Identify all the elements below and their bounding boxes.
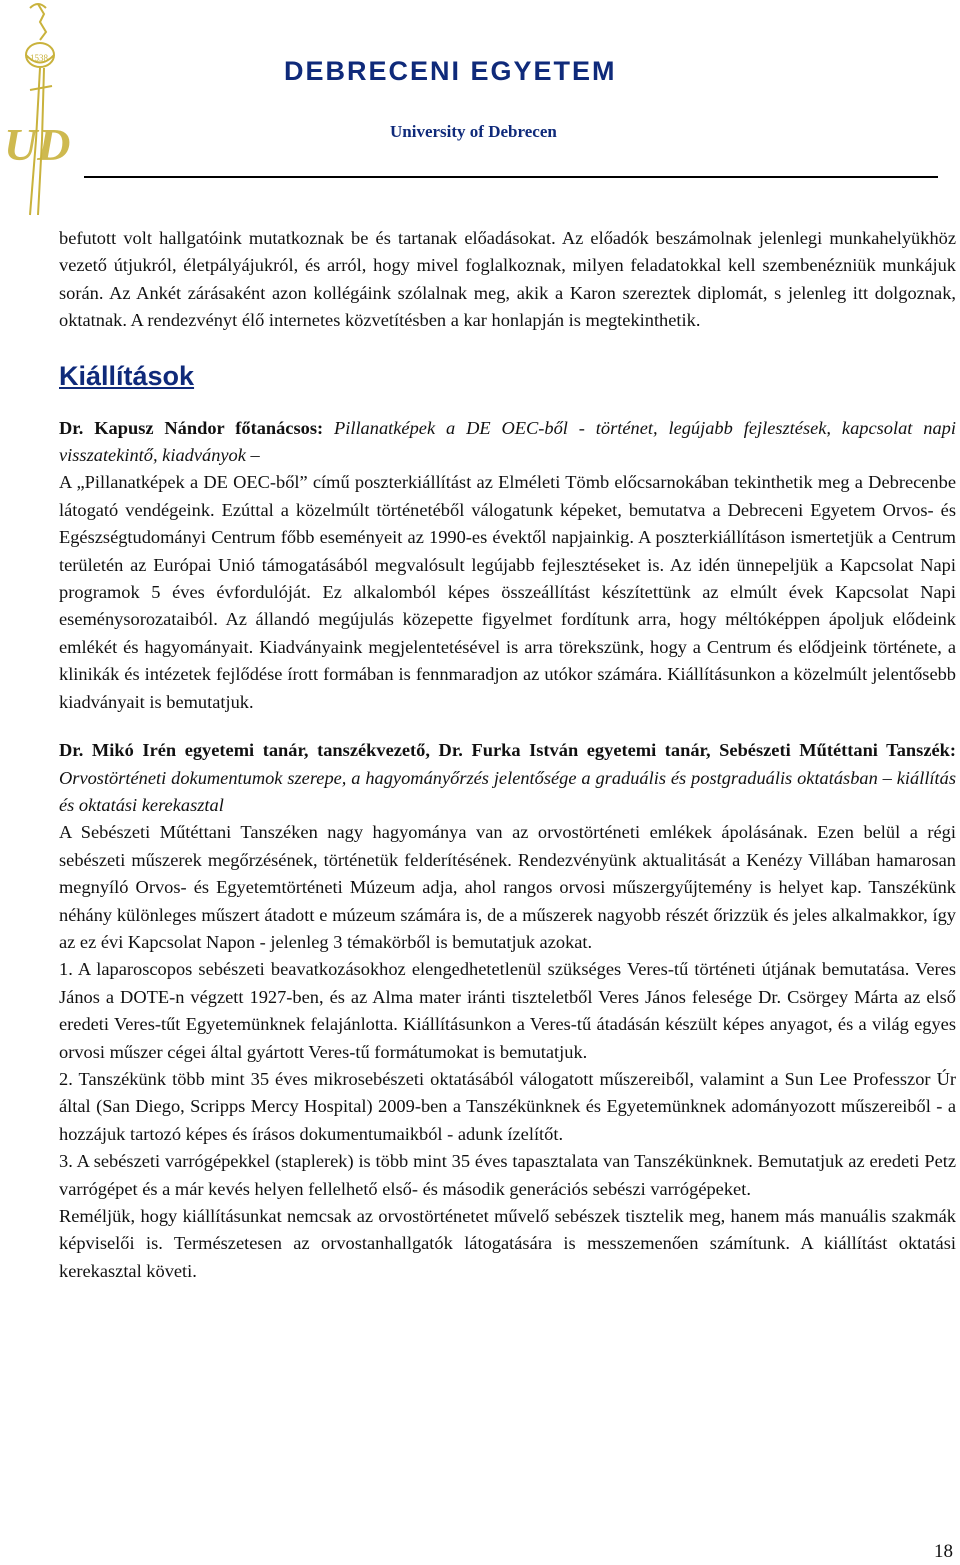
exhibit2-item-2: 2. Tanszékünk több mint 35 éves mikrosebészeti oktatásából válogatott műszereiből, valamint a Sun Lee Professzor Úr által (San Diego, Scripps Mercy Hospital) 2009-ben a Tanszékünknek és Egyetemünknek adományozott műszereiből - a hozzájuk tartozó képes és írásos dokumentumaikból - adunk ízelítőt. xyxy=(59,1068,956,1144)
university-title: DEBRECENI EGYETEM xyxy=(284,56,617,86)
exhibit2-item-1: 1. A laparoscopos sebészeti beavatkozásokhoz elengedhetetlenül szükséges Veres-tű történeti útjának bemutatása. Veres János a DOTE-n végzett 1927-ben, és az Alma mater iránti tiszteletből Veres János felesége Dr. Csörgey Márta az első eredeti Veres-tűt Egyetemünknek felajánlotta. Kiállításunkon a Veres-tű átadásán készült képes anyagot, és a világ egyes orvosi műszer cégei által gyártott Veres-tű formátumokat is bemutatjuk. xyxy=(59,959,956,1062)
exhibit2-title: Orvostörténeti dokumentumok szerepe, a hagyományőrzés jelentősége a graduális és postgraduális oktatásban – kiállítás és oktatási kerekasztal xyxy=(59,767,956,815)
exhibit1-header xyxy=(59,415,956,470)
exhibit2-body: A Sebészeti Műtéttani Tanszéken nagy hagyománya van az orvostörténeti emlékek ápolásának. Ezen belül a régi sebészeti műszerek megőrzésének, történetük felderítésének. Rendezvényünk aktualitását a Kenézy Villában hamarosan megnyíló Orvos- és Egyetemtörténeti Múzeum adja, ahol rangos orvosi műszergyűjtemény is helyet kap. Tanszékünk néhány különleges műszert átadott e múzeum számára is, de a műszerek nagyobb részét őrizzük és jeles alkalmakkor, így az ez évi Kapcsolat Napon - jelenleg 3 témakörből is bemutatjuk azokat. xyxy=(59,822,956,952)
exhibit2-item-3: 3. A sebészeti varrógépekkel (staplerek) is több mint 35 éves tapasztalata van Tanszékünknek. Bemutatjuk az eredeti Petz varrógépet és a már kevés helyen fellelhető első- és második generációs sebészi varrógépeket. xyxy=(59,1151,956,1199)
exhibit1-body: A „Pillanatképek a DE OEC-ből” című poszterkiállítást az Elméleti Tömb előcsarnokában tekinthetik meg a Debrecenbe látogató vendégeink. Ezúttal a közelmúlt történetéből válogatunk képeket, bemutatva a Debreceni Egyetem Orvos- és Egészségtudományi Centrum főbb eseményeit az 1990-es évektől napjainkig. A poszterkiállításon ismertetjük a Centrum területén az Európai Unió támogatásából megvalósult legújabb fejlesztéseket is. Az idén ünnepeljük a Kapcsolat Napi programok 5 éves évfordulóját. Ez alkalomból képes összeállítást készítettünk az elmúlt évek Kapcsolat Napi eseménysorozataiból. Az állandó megújulás közepette figyelmet fordítunk arra, hogy méltóképpen ápoljuk elődeink emlékét és hagyományait. Kiadványaink megjelentetésével is arra törekszünk, hogy a Centrum és elődjeink története, a klinikák és intézetek fejlődése írott formában is fennmaradjon az utókor számára. Kiállításunkon a közelmúlt jelentősebb kiadványait is bemutatjuk. xyxy=(59,472,956,712)
university-subtitle: University of Debrecen xyxy=(390,122,557,141)
exhibit2-speaker: Dr. Mikó Irén egyetemi tanár, tanszékvezető, Dr. Furka István egyetemi tanár, Sebészeti Műtéttani Tanszék: xyxy=(59,740,956,761)
logo-letters: UD xyxy=(4,119,71,170)
university-logo xyxy=(0,0,78,222)
logo-year: 1538 xyxy=(30,53,48,63)
intro-paragraph: befutott volt hallgatóink mutatkoznak be és tartanak előadásokat. Az előadók beszámolnak jelenlegi munkahelyükhöz vezető útjukról, életpályájukról, és arról, hogy mivel foglalkoznak, milyen feladatokkal kell szembenézniük munkájuk során. Az Ankét zárásaként azon kollégáink szólalnak meg, akik a Karon szereztek diplomát, s jelenleg itt dolgoznak, oktatnak. A rendezvényt élő internetes közvetítésben a kar honlapján is megtekinthetik. xyxy=(59,228,956,331)
exhibit2-header xyxy=(59,737,956,819)
header-divider xyxy=(84,176,938,178)
exhibit1-speaker: Dr. Kapusz Nándor főtanácsos: xyxy=(59,417,324,438)
exhibit1-title: Pillanatképek a DE OEC-ből - történet, legújabb fejlesztések, kapcsolat napi visszatekintő, kiadványok – xyxy=(59,417,956,466)
section-heading: Kiállítások xyxy=(59,360,195,391)
exhibit2-closing: Reméljük, hogy kiállításunkat nemcsak az orvostörténetet művelő sebészek tisztelik meg, hanem más manuális szakmák képviselői is. Természetesen az orvostanhallgatók látogatására is messzemenően számítunk. A kiállítást oktatási kerekasztal követi. xyxy=(59,1206,956,1281)
page-content xyxy=(59,225,956,1285)
page-number: 18 xyxy=(934,1541,953,1562)
